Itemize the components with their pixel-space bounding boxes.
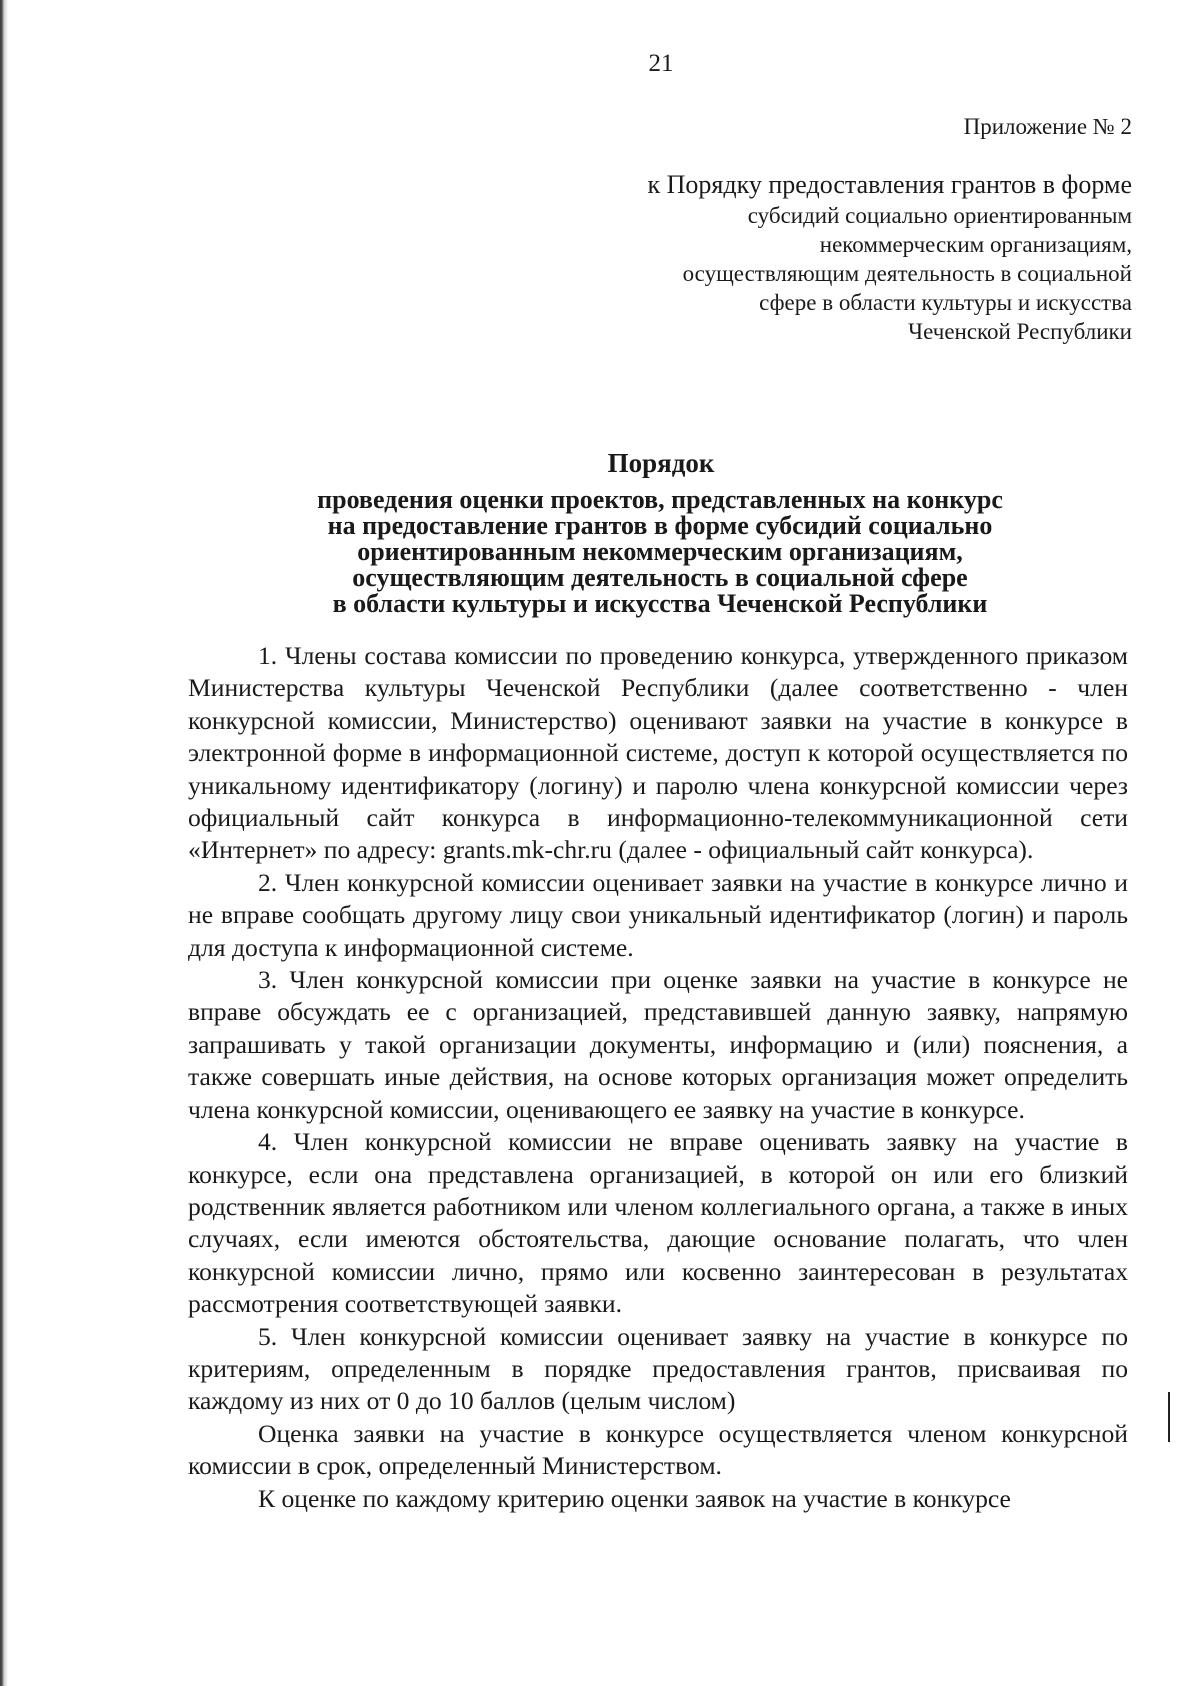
page-number: 21 [648,50,674,77]
paragraph-5-criteria-continued: К оценке по каждому критерию оценки заявок на участие в конкурсе [258,1483,1011,1513]
subtitle-line: в области культуры и искусства Чеченской Республики [332,589,988,618]
paragraph-5-evaluation-term: Оценка заявки на участие в конкурсе осуществляется членом конкурсной комиссии в срок, определенный Министерством. [188,1418,1128,1481]
appendix-number: Приложение № 2 [963,114,1132,139]
subtitle-line: осуществляющим деятельность в социальной сфере [352,563,968,592]
subtitle-line: проведения оценки проектов, представленных на конкурс [317,485,1003,514]
paragraph-2: 2. Член конкурсной комиссии оценивает заявки на участие в конкурсе лично и не вправе сообщать другому лицу свои уникальный идентификатор (логин) и пароль для доступа к информационной системе. [188,867,1128,962]
paragraph-3: 3. Член конкурсной комиссии при оценке заявки на участие в конкурсе не вправе обсуждать ее с организацией, представившей данную заявку, напрямую запрашивать у такой организации документы, информацию и (или) пояснения, а также совершать иные действия, на основе которых организация может определить члена конкурсной комиссии, оценивающего ее заявку на участие в конкурсе. [188,965,1128,1124]
appendix-reference-line: осуществляющим деятельность в социальной [682,261,1132,286]
document-title: Порядок [607,448,715,478]
scan-left-edge [0,0,8,1686]
paragraph-1: 1. Члены состава комиссии по проведению конкурса, утвержденного приказом Министерства культуры Чеченской Республики (далее соответственно - член конкурсной комиссии, Министерство) оценивают заявки на участие в конкурсе в электронной форме в информационной системе, доступ к которой осуществляется по уникальному идентификатору (логину) и паролю члена конкурсной комиссии через официальный сайт конкурса в информационно-телекоммуникационной сети «Интернет» по адресу: grants.mk-chr.ru (далее - официальный сайт конкурса). [188,641,1128,865]
appendix-reference-line: субсидий социально ориентированным [747,203,1132,228]
subtitle-line: ориентированным некоммерческим организациям, [357,537,963,566]
document-body [188,640,1128,1515]
document-subtitle [230,487,1090,617]
appendix-reference-line: Чеченской Республики [908,319,1132,344]
appendix-reference [572,168,1132,346]
scan-mark [1168,1392,1170,1442]
appendix-reference-line: некоммерческим организациям, [819,232,1132,257]
paragraph-5: 5. Член конкурсной комиссии оценивает заявку на участие в конкурсе по критериям, определенным в порядке предоставления грантов, присваивая по каждому из них от 0 до 10 баллов (целым числом) [188,1321,1128,1416]
appendix-reference-line: сфере в области культуры и искусства [759,290,1132,315]
appendix-reference-line: к Порядку предоставления грантов в форме [647,170,1132,199]
paragraph-4: 4. Член конкурсной комиссии не вправе оценивать заявку на участие в конкурсе, если она представлена организацией, в которой он или его близкий родственник является работником или членом коллегиального органа, а также в иных случаях, если имеются обстоятельства, дающие основание полагать, что член конкурсной комиссии лично, прямо или косвенно заинтересован в результатах рассмотрения соответствующей заявки. [188,1127,1128,1319]
subtitle-line: на предоставление грантов в форме субсидий социально [327,511,993,540]
